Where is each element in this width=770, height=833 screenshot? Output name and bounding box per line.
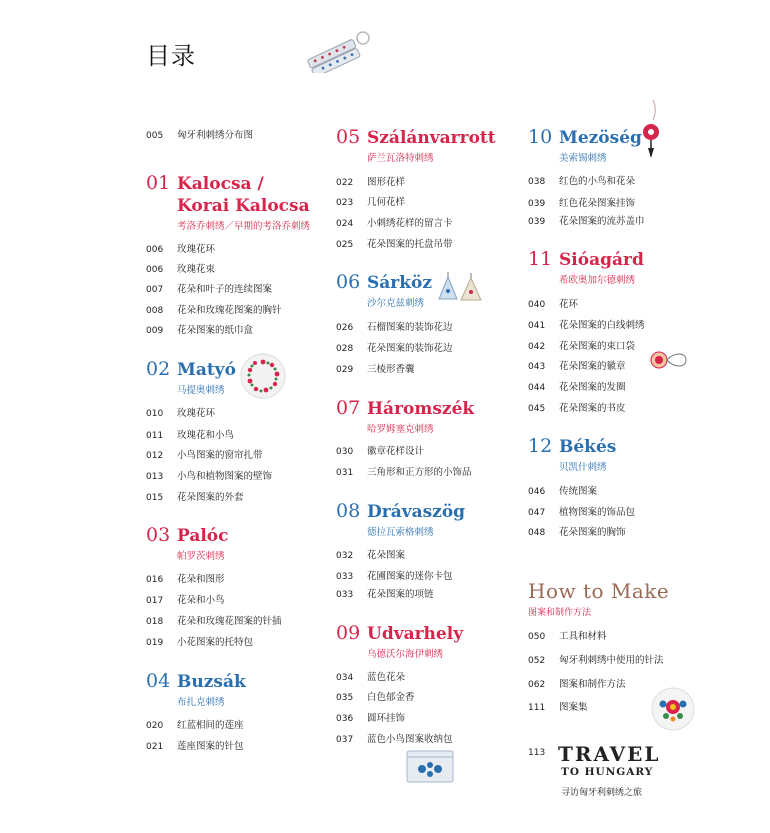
section-number: 10 — [528, 126, 553, 148]
toc-page-number: 030 — [336, 447, 354, 457]
toc-page-number: 009 — [146, 326, 164, 336]
section-subtitle: 布扎克刺绣 — [177, 697, 225, 708]
sarkoz-sachet-illustration — [435, 271, 485, 303]
toc-entry[interactable] — [528, 296, 578, 310]
toc-entry[interactable] — [336, 669, 405, 683]
section-heading-12[interactable] — [528, 435, 616, 473]
toc-entry[interactable] — [528, 400, 626, 414]
toc-entry[interactable] — [146, 634, 253, 648]
toc-page-number: 020 — [146, 721, 164, 731]
how-to-make-entry[interactable] — [528, 652, 664, 666]
toc-entry-label: 玫瑰花环 — [177, 408, 216, 419]
section-subtitle: 沙尔克兹刺绣 — [367, 298, 425, 309]
how-to-make-title: How to Make — [528, 579, 670, 603]
section-heading-05[interactable] — [336, 126, 496, 164]
section-name: Mezöség — [559, 128, 642, 148]
section-subtitle: 帕罗茨刺绣 — [177, 551, 225, 562]
toc-page-number: 041 — [528, 321, 546, 331]
toc-entry[interactable] — [336, 319, 453, 333]
toc-entry-label: 花朵图案的装饰花边 — [367, 343, 453, 354]
embroidered-keychain-illustration — [300, 28, 375, 73]
toc-page-number: 036 — [336, 714, 354, 724]
toc-entry[interactable] — [528, 213, 645, 227]
toc-page-number: 008 — [146, 306, 164, 316]
section-subtitle: 萨兰瓦洛特刺绣 — [367, 153, 434, 164]
toc-entry[interactable] — [146, 613, 282, 627]
toc-entry[interactable] — [528, 379, 626, 393]
toc-page-number: 012 — [146, 451, 164, 461]
toc-page-number: 011 — [146, 431, 164, 441]
toc-page-number: 022 — [336, 178, 354, 188]
section-name: Drávaszög — [367, 502, 466, 522]
toc-intro[interactable]: 005 匈牙利刺绣分布图 — [146, 130, 254, 141]
toc-page-number: 042 — [528, 342, 546, 352]
section-subtitle: 乌德沃尔海伊刺绣 — [367, 649, 444, 660]
toc-entry[interactable] — [336, 586, 434, 600]
section-subtitle: 马提奥刺绣 — [177, 385, 225, 396]
toc-page-number: 046 — [528, 487, 546, 497]
toc-page-number: 044 — [528, 383, 546, 393]
toc-page-number: 023 — [336, 198, 354, 208]
section-name: Matyó — [177, 360, 236, 380]
toc-entry[interactable] — [146, 571, 225, 585]
toc-entry[interactable] — [528, 358, 626, 372]
udvarhely-pouch-illustration — [405, 748, 455, 784]
toc-entry-label: 图案集 — [559, 702, 588, 713]
toc-page-number: 019 — [146, 638, 164, 648]
section-heading-02[interactable] — [146, 358, 236, 396]
toc-page-number: 043 — [528, 362, 546, 372]
toc-entry-label: 红色花朵图案挂饰 — [559, 198, 636, 209]
toc-page-number: 047 — [528, 508, 546, 518]
toc-entry[interactable] — [528, 338, 635, 352]
section-number: 08 — [336, 500, 361, 522]
section-subtitle: 希欧奥加尔德刺绣 — [559, 275, 636, 286]
how-to-make-flower-illustration — [650, 686, 696, 732]
toc-page-number: 031 — [336, 468, 354, 478]
toc-entry-label: 玫瑰花束 — [177, 264, 216, 275]
toc-entry-label: 玫瑰花环 — [177, 244, 216, 255]
toc-entry[interactable] — [336, 340, 453, 354]
toc-page-number: 050 — [528, 632, 546, 642]
toc-entry[interactable] — [336, 731, 453, 745]
toc-page-number: 038 — [528, 177, 546, 187]
toc-entry-label: 石榴图案的装饰花边 — [367, 322, 453, 333]
toc-page-number: 026 — [336, 323, 354, 333]
toc-page-number: 045 — [528, 404, 546, 414]
section-number: 06 — [336, 271, 361, 293]
section-heading-07[interactable] — [336, 397, 474, 435]
toc-entry-label: 花朵图案的白线刺绣 — [559, 320, 645, 331]
toc-page-number: 016 — [146, 575, 164, 585]
toc-entry[interactable] — [336, 568, 453, 582]
section-heading-11[interactable] — [528, 248, 644, 286]
toc-entry-label: 花朵和玫瑰花图案的针插 — [177, 616, 282, 627]
toc-entry-label: 花朵图案的书皮 — [559, 403, 626, 414]
toc-page-number: 025 — [336, 240, 354, 250]
toc-entry-label: 花朵图案的托盘吊带 — [367, 239, 453, 250]
section-number: 07 — [336, 397, 361, 419]
toc-entry-label: 小鸟和植物图案的壁饰 — [177, 471, 273, 482]
toc-page-number: 033 — [336, 590, 354, 600]
travel-title[interactable]: TRAVEL — [558, 742, 661, 766]
section-name: Kalocsa / — [177, 174, 264, 194]
toc-entry[interactable] — [146, 281, 272, 295]
toc-entry-label: 圆环挂饰 — [367, 713, 406, 724]
toc-page-number: 006 — [146, 265, 164, 275]
section-subtitle: 美索锡刺绣 — [559, 153, 607, 164]
matyo-embroidery-wreath-illustration — [239, 352, 287, 400]
section-subtitle: 哈罗姆塞克刺绣 — [367, 424, 434, 435]
toc-entry-label: 莲座图案的针包 — [177, 741, 244, 752]
toc-entry-label: 花朵图案的流苏盖巾 — [559, 216, 645, 227]
toc-entry-label: 白色郁金香 — [367, 692, 415, 703]
toc-page-number: 034 — [336, 673, 354, 683]
toc-entry-label: 工具和材料 — [559, 631, 607, 642]
toc-entry[interactable] — [146, 241, 215, 255]
section-number: 04 — [146, 670, 171, 692]
toc-entry-label: 小花图案的托特包 — [177, 637, 254, 648]
toc-entry-label: 三棱形香囊 — [367, 364, 415, 375]
toc-entry[interactable] — [336, 174, 405, 188]
how-to-make-entry[interactable] — [528, 676, 626, 690]
toc-entry[interactable] — [336, 215, 453, 229]
section-name: Békés — [559, 437, 617, 457]
toc-entry[interactable] — [146, 322, 253, 336]
toc-entry[interactable] — [336, 361, 415, 375]
toc-page-number: 052 — [528, 656, 546, 666]
toc-page-number: 032 — [336, 551, 354, 561]
mezoseg-ornament-illustration — [636, 98, 666, 160]
toc-entry-label: 花朵图案的徽章 — [559, 361, 626, 372]
toc-entry[interactable] — [336, 547, 405, 561]
toc-entry[interactable] — [146, 447, 263, 461]
toc-entry[interactable] — [146, 405, 215, 419]
toc-entry[interactable] — [336, 464, 472, 478]
toc-page-number: 048 — [528, 528, 546, 538]
toc-page-number: 021 — [146, 742, 164, 752]
section-name: Buzsák — [177, 672, 246, 692]
toc-entry[interactable] — [528, 195, 635, 209]
section-heading-09[interactable] — [336, 622, 463, 660]
toc-page-number: 040 — [528, 300, 546, 310]
toc-entry-label: 图形花样 — [367, 177, 406, 188]
section-number: 01 — [146, 172, 171, 194]
section-name: Udvarhely — [367, 624, 464, 644]
section-heading-03[interactable] — [146, 524, 229, 562]
toc-page-number: 007 — [146, 285, 164, 295]
how-to-make-entry[interactable] — [528, 699, 588, 713]
how-to-make-subtitle: 图案和制作方法 — [528, 608, 592, 618]
toc-entry-label: 花环 — [559, 299, 579, 310]
toc-page-number: 006 — [146, 245, 164, 255]
toc-entry-label: 红蓝相间的莲座 — [177, 720, 244, 731]
toc-entry-label: 花朵图案 — [367, 550, 406, 561]
toc-entry[interactable] — [528, 483, 597, 497]
toc-page-number: 029 — [336, 365, 354, 375]
section-name: Szálánvarrott — [367, 128, 496, 148]
toc-entry-label: 花圃图案的迷你卡包 — [367, 571, 453, 582]
section-number: 02 — [146, 358, 171, 380]
section-heading-10[interactable] — [528, 126, 642, 164]
toc-entry-label: 蓝色花朵 — [367, 672, 406, 683]
toc-entry[interactable] — [146, 427, 234, 441]
travel-subtitle: TO HUNGARY — [561, 766, 654, 778]
section-name: Palóc — [177, 526, 229, 546]
toc-entry-label: 花朵图案的外套 — [177, 492, 244, 503]
toc-page-number: 015 — [146, 493, 164, 503]
toc-entry-label: 花朵和玫瑰花图案的胸针 — [177, 305, 282, 316]
toc-entry[interactable] — [146, 738, 244, 752]
toc-entry-label: 图案和制作方法 — [559, 679, 626, 690]
toc-entry-label: 花朵和图形 — [177, 574, 225, 585]
section-heading-04[interactable] — [146, 670, 246, 708]
section-subtitle: 考洛乔刺绣／早期的考洛乔刺绣 — [177, 221, 311, 232]
toc-entry-label: 花朵图案的胸饰 — [559, 527, 626, 538]
toc-entry-label: 花朵图案的发圈 — [559, 382, 626, 393]
travel-chinese-subtitle: 寻访匈牙利刺绣之旅 — [561, 788, 643, 798]
section-heading-01[interactable] — [146, 172, 310, 232]
toc-entry[interactable] — [146, 468, 272, 482]
sioagard-badge-illustration — [648, 349, 690, 371]
toc-page-number: 017 — [146, 596, 164, 606]
toc-entry[interactable] — [146, 592, 225, 606]
toc-entry-label: 小刺绣花样的留言卡 — [367, 218, 453, 229]
toc-entry-label: 花朵图案的纸巾盒 — [177, 325, 254, 336]
how-to-make-entry[interactable] — [528, 628, 607, 642]
toc-page-number: 013 — [146, 472, 164, 482]
toc-page-number: 039 — [528, 217, 546, 227]
toc-entry-label: 红色的小鸟和花朵 — [559, 176, 636, 187]
section-subtitle: 德拉瓦索格刺绣 — [367, 527, 434, 538]
section-number: 11 — [528, 248, 553, 270]
toc-page-number: 018 — [146, 617, 164, 627]
section-number: 03 — [146, 524, 171, 546]
toc-entry-label: 花朵和小鸟 — [177, 595, 225, 606]
section-number: 09 — [336, 622, 361, 644]
toc-entry-label: 花朵图案的束口袋 — [559, 341, 636, 352]
section-heading-08[interactable] — [336, 500, 465, 538]
toc-entry-label: 匈牙利刺绣中使用的针法 — [559, 655, 664, 666]
toc-entry-label: 传统图案 — [559, 486, 598, 497]
toc-entry[interactable] — [146, 717, 244, 731]
toc-entry-label: 三角形和正方形的小饰品 — [367, 467, 472, 478]
toc-entry-label: 玫瑰花和小鸟 — [177, 430, 235, 441]
section-name: Háromszék — [367, 399, 475, 419]
toc-entry[interactable] — [336, 689, 415, 703]
toc-entry[interactable] — [528, 173, 635, 187]
toc-entry[interactable] — [146, 489, 244, 503]
toc-entry-label: 植物图案的饰品包 — [559, 507, 636, 518]
toc-entry[interactable] — [336, 194, 405, 208]
page-title: 目录 — [146, 42, 196, 70]
toc-entry-label: 小鸟图案的窗帘扎带 — [177, 450, 263, 461]
section-number: 05 — [336, 126, 361, 148]
toc-entry-label: 几何花样 — [367, 197, 406, 208]
section-name: Sárköz — [367, 273, 433, 293]
toc-entry[interactable] — [336, 710, 405, 724]
toc-entry-label: 花朵图案的项链 — [367, 589, 434, 600]
toc-page-number: 039 — [528, 199, 546, 209]
section-name: Sióagárd — [559, 250, 644, 270]
toc-entry[interactable] — [336, 236, 453, 250]
toc-entry[interactable] — [528, 524, 626, 538]
toc-page-number: 033 — [336, 572, 354, 582]
section-subtitle: 贝凯什刺绣 — [559, 462, 607, 473]
toc-entry[interactable] — [528, 317, 645, 331]
section-heading-06[interactable] — [336, 271, 432, 309]
toc-page-number: 035 — [336, 693, 354, 703]
section-number: 12 — [528, 435, 553, 457]
toc-entry-label: 蓝色小鸟图案收纳包 — [367, 734, 453, 745]
toc-entry[interactable] — [528, 504, 635, 518]
toc-page-number: 111 — [528, 703, 546, 713]
toc-page-number: 062 — [528, 680, 546, 690]
toc-entry-label: 花朵和叶子的连续图案 — [177, 284, 273, 295]
toc-page-number: 028 — [336, 344, 354, 354]
section-name-line2: Korai Kalocsa — [177, 196, 310, 216]
toc-entry-label: 徽章花样设计 — [367, 446, 425, 457]
toc-page-number: 037 — [336, 735, 354, 745]
toc-page-number: 024 — [336, 219, 354, 229]
toc-entry[interactable] — [146, 261, 215, 275]
toc-entry[interactable] — [146, 302, 282, 316]
toc-page-number: 010 — [146, 409, 164, 419]
travel-page-number: 113 — [528, 748, 546, 758]
toc-entry[interactable] — [336, 443, 424, 457]
